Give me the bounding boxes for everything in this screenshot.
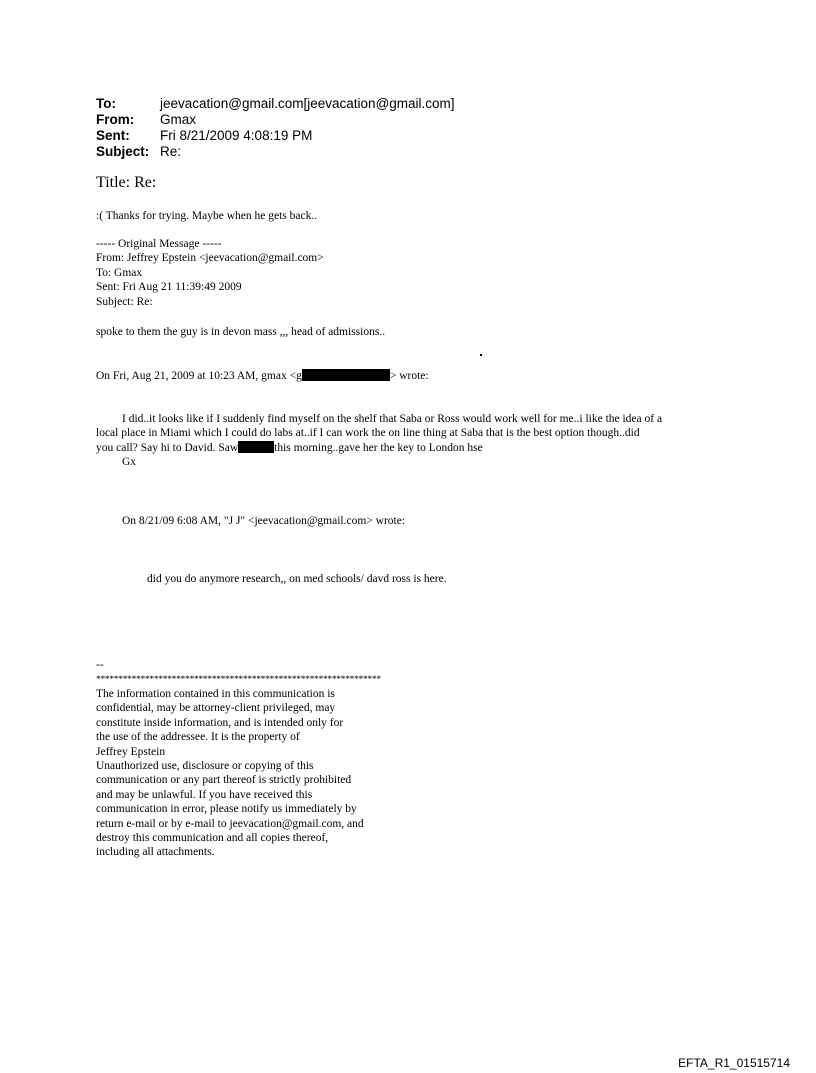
sent-label: Sent: [96, 128, 130, 143]
star-divider: **************************************************************** [96, 675, 381, 685]
disclaimer-line: including all attachments. [96, 846, 215, 859]
original-subject: Subject: Re: [96, 296, 153, 308]
disclaimer-line: the use of the addressee. It is the property of [96, 731, 300, 744]
disclaimer-line: constitute inside information, and is intended only for [96, 716, 344, 729]
body-line-3-prefix: you call? Say hi to David. Saw [96, 442, 239, 454]
disclaimer-line: return e-mail or by e-mail to jeevacation@gmail.com, and [96, 817, 364, 830]
spoke-text: spoke to them the guy is in devon mass ,,, head of admissions.. [96, 326, 386, 338]
original-from: From: Jeffrey Epstein <jeevacation@gmail.com> [96, 252, 324, 264]
subject-label: Subject: [96, 144, 150, 159]
body-line-3 [96, 441, 483, 455]
disclaimer-line: Unauthorized use, disclosure or copying of this [96, 760, 314, 772]
disclaimer-line: Jeffrey Epstein [96, 745, 166, 758]
redaction-box [238, 441, 274, 453]
page-title: Title: Re: [96, 174, 157, 191]
body-line-2: local place in Miami which I could do labs at..if I can work the on line thing at Saba that is the best option though..did [96, 427, 640, 439]
body-sign: Gx [122, 456, 137, 468]
quote-line-2: On 8/21/09 6:08 AM, "J J" <jeevacation@gmail.com> wrote: [122, 515, 406, 527]
original-divider: ----- Original Message ----- [96, 238, 222, 250]
original-to: To: Gmax [96, 267, 143, 279]
signature-dash: -- [96, 659, 104, 671]
subject-value: Re: [160, 144, 182, 159]
reply-text: :( Thanks for trying. Maybe when he gets back.. [96, 210, 318, 222]
to-label: To: [96, 96, 116, 111]
redaction-box [302, 369, 390, 381]
question-text: did you do anymore research,, on med schools/ davd ross is here. [147, 573, 447, 585]
quote-line-1 [96, 369, 429, 383]
body-line-1: I did..it looks like if I suddenly find myself on the shelf that Saba or Ross would work well for me..i like the idea of a [122, 413, 663, 425]
stray-dot [480, 354, 482, 356]
disclaimer-line: and may be unlawful. If you have received this [96, 788, 313, 801]
original-sent: Sent: Fri Aug 21 11:39:49 2009 [96, 281, 242, 293]
body-line-3-suffix: this morning..gave her the key to London hse [274, 442, 483, 454]
disclaimer-line: communication in error, please notify us immediately by [96, 803, 357, 816]
quote-1-prefix: On Fri, Aug 21, 2009 at 10:23 AM, gmax <g [96, 370, 302, 382]
disclaimer-line: communication or any part thereof is strictly prohibited [96, 774, 352, 787]
document-id: EFTA_R1_01515714 [678, 1056, 790, 1070]
sent-value: Fri 8/21/2009 4:08:19 PM [160, 128, 313, 143]
from-value: Gmax [160, 112, 197, 127]
disclaimer-line: confidential, may be attorney-client privileged, may [96, 702, 336, 715]
disclaimer-line: destroy this communication and all copies thereof, [96, 832, 329, 844]
disclaimer-line: The information contained in this communication is [96, 688, 335, 700]
quote-1-suffix: > wrote: [389, 370, 429, 382]
to-value: jeevacation@gmail.com[jeevacation@gmail.com] [160, 96, 455, 111]
from-label: From: [96, 112, 135, 127]
